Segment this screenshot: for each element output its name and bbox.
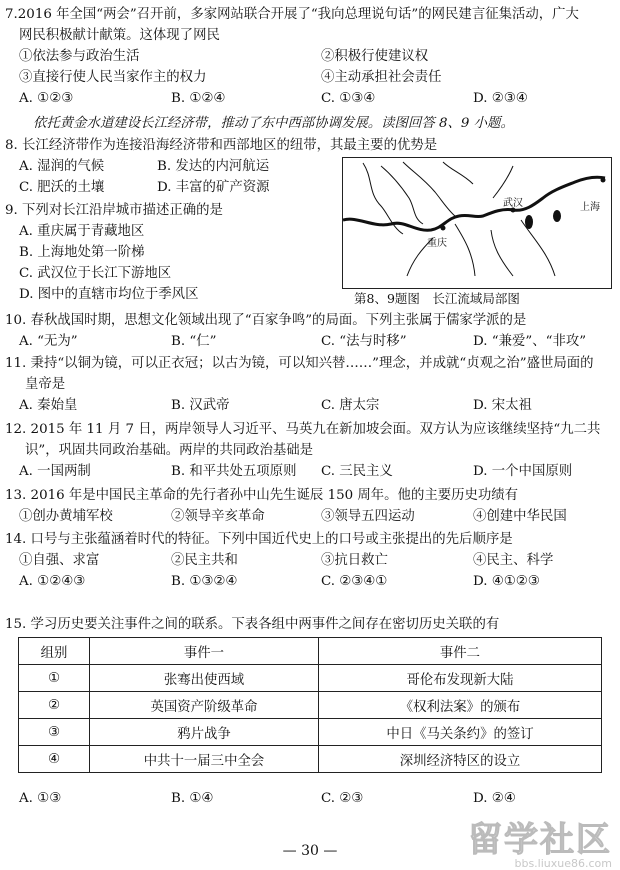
question-11-stem-line2: 皇帝是	[25, 377, 66, 392]
question-9-option-d: D. 图中的直辖市均位于季风区	[19, 287, 199, 302]
question-9-option-c: C. 武汉位于长江下游地区	[19, 266, 172, 281]
question-7-item-1: ①依法参与政治生活	[19, 49, 140, 64]
question-15-option-b: B. ①④	[171, 791, 214, 806]
question-15-options	[5, 788, 615, 809]
question-14-option-b: B. ①③②④	[171, 574, 238, 589]
map-label-shanghai: 上海	[580, 202, 600, 213]
question-11-option-d: D. 宋太祖	[473, 398, 532, 413]
map-drawing	[343, 158, 611, 288]
chongqing-marker	[441, 226, 446, 231]
lake-shape	[525, 215, 533, 229]
table-cell: 哥伦布发现新大陆	[319, 665, 602, 692]
question-7-stem-line2: 网民积极献计献策。这体现了网民	[19, 28, 220, 43]
lake-shape	[553, 210, 561, 222]
question-9-option-b: B. 上海地处第一阶梯	[19, 245, 145, 260]
question-8-stem: 8. 长江经济带作为连接沿海经济带和西部地区的纽带，其最主要的优势是	[5, 138, 438, 153]
watermark-url: bbs.liuxue86.com	[514, 857, 612, 870]
question-11	[5, 353, 615, 416]
yangtze-river-map	[342, 157, 612, 289]
question-15-option-a: A. ①③	[19, 791, 62, 806]
question-9-option-a: A. 重庆属于青藏地区	[19, 224, 145, 239]
question-10-stem: 10. 春秋战国时期，思想文化领域出现了“百家争鸣”的局面。下列主张属于儒家学派的是	[5, 313, 527, 328]
yangtze-river-line	[343, 177, 605, 230]
question-12-option-b: B. 和平共处五项原则	[171, 464, 297, 479]
question-13-item-1: ①创办黄埔军校	[19, 509, 113, 524]
question-8-option-b: B. 发达的内河航运	[157, 159, 270, 174]
question-10-option-a: A. “无为”	[19, 334, 78, 349]
question-7-stem-line1: 7.2016 年全国“两会”召开前，多家网站联合开展了“我向总理说句话”的网民建言征集活动，广大	[5, 7, 579, 22]
watermark-main: 留学社区	[468, 820, 612, 860]
question-7-item-2: ②积极行使建议权	[321, 49, 429, 64]
table-cell: 中日《马关条约》的签订	[319, 719, 602, 746]
question-13-item-3: ③领导五四运动	[321, 509, 415, 524]
question-8-option-d: D. 丰富的矿产资源	[157, 180, 270, 195]
question-14-item-4: ④民主、科学	[473, 553, 554, 568]
question-13-item-2: ②领导辛亥革命	[171, 509, 265, 524]
question-7-option-b: B. ①②④	[171, 91, 226, 106]
events-table	[18, 637, 602, 773]
question-10-option-c: C. “法与时移”	[321, 334, 407, 349]
question-12	[5, 419, 615, 482]
map-label-wuhan: 武汉	[503, 198, 523, 209]
question-14-option-c: C. ②③④①	[321, 574, 388, 589]
question-14-item-1: ①自强、求富	[19, 553, 100, 568]
shanghai-marker	[601, 178, 606, 183]
table-header-row	[19, 638, 602, 665]
table-cell: ②	[19, 692, 90, 719]
question-12-option-c: C. 三民主义	[321, 464, 393, 479]
table-row	[19, 746, 602, 773]
question-10	[5, 310, 615, 352]
question-8-option-c: C. 肥沃的土壤	[19, 180, 105, 195]
question-11-option-a: A. 秦始皇	[19, 398, 78, 413]
question-9-stem: 9. 下列对长江沿岸城市描述正确的是	[5, 203, 223, 218]
map-intro: 依托黄金水道建设长江经济带，推动了东中西部协调发展。读图回答 8、9 小题。	[33, 116, 514, 131]
tributary-line	[491, 230, 513, 276]
question-15-stem: 15. 学习历史要关注事件之间的联系。下表各组中两事件之间存在密切历史关联的有	[5, 617, 500, 632]
tributary-line	[455, 224, 475, 276]
table-cell: 《权利法案》的颁布	[319, 692, 602, 719]
question-13	[5, 485, 615, 527]
question-12-option-d: D. 一个中国原则	[473, 464, 573, 479]
question-15-option-d: D. ②④	[473, 791, 516, 806]
question-14-item-2: ②民主共和	[171, 553, 238, 568]
question-15-option-c: C. ②③	[321, 791, 364, 806]
question-14-option-d: D. ④①②③	[473, 574, 540, 589]
table-cell: 英国资产阶级革命	[90, 692, 319, 719]
table-header-group: 组别	[19, 638, 90, 665]
question-7-option-c: C. ①③④	[321, 91, 376, 106]
table-cell: ①	[19, 665, 90, 692]
watermark-logo	[468, 812, 612, 870]
question-14	[5, 529, 615, 592]
question-7-option-a: A. ①②③	[19, 91, 74, 106]
question-12-stem-line2: 识”，巩固共同政治基础。两岸的共同政治基础是	[25, 443, 314, 458]
table-row	[19, 665, 602, 692]
map-caption: 第8、9题图 长江流域局部图	[354, 291, 520, 306]
question-12-stem-line1: 12. 2015 年 11 月 7 日，两岸领导人习近平、马英九在新加坡会面。双方认为应该继续坚持“九二共	[5, 422, 601, 437]
question-14-stem: 14. 口号与主张蕴涵着时代的特征。下列中国近代史上的口号或主张提出的先后顺序是	[5, 532, 513, 547]
question-13-item-4: ④创建中华民国	[473, 509, 567, 524]
table-cell: 张骞出使西域	[90, 665, 319, 692]
question-11-option-c: C. 唐太宗	[321, 398, 380, 413]
page-number: — 30 —	[282, 843, 338, 859]
question-13-stem: 13. 2016 年是中国民主革命的先行者孙中山先生诞辰 150 周年。他的主要历史功绩有	[5, 488, 519, 503]
table-cell: ④	[19, 746, 90, 773]
question-14-item-3: ③抗日救亡	[321, 553, 388, 568]
table-header-event1: 事件一	[90, 638, 319, 665]
question-12-option-a: A. 一国两制	[19, 464, 91, 479]
question-9	[5, 200, 335, 305]
question-10-option-b: B. “仁”	[171, 334, 217, 349]
question-7-option-d: D. ②③④	[473, 91, 528, 106]
question-7-item-3: ③直接行使人民当家作主的权力	[19, 70, 207, 85]
question-7	[5, 4, 615, 109]
tributary-line	[443, 162, 473, 184]
question-10-option-d: D. “兼爱”、“非攻”	[473, 334, 587, 349]
map-label-chongqing: 重庆	[427, 238, 447, 249]
table-row	[19, 692, 602, 719]
question-11-option-b: B. 汉武帝	[171, 398, 230, 413]
table-cell: 中共十一届三中全会	[90, 746, 319, 773]
table-header-event2: 事件二	[319, 638, 602, 665]
table-cell: 鸦片战争	[90, 719, 319, 746]
question-11-stem-line1: 11. 秉持“以铜为镜，可以正衣冠；以古为镜，可以知兴替……”理念，并成就“贞观之治”盛世局面的	[5, 356, 594, 371]
question-7-item-4: ④主动承担社会责任	[321, 70, 442, 85]
tributary-line	[521, 220, 555, 276]
table-row	[19, 719, 602, 746]
table-cell: ③	[19, 719, 90, 746]
table-cell: 深圳经济特区的设立	[319, 746, 602, 773]
question-8-option-a: A. 湿润的气候	[19, 159, 105, 174]
tributary-line	[403, 162, 455, 216]
question-14-option-a: A. ①②④③	[19, 574, 86, 589]
